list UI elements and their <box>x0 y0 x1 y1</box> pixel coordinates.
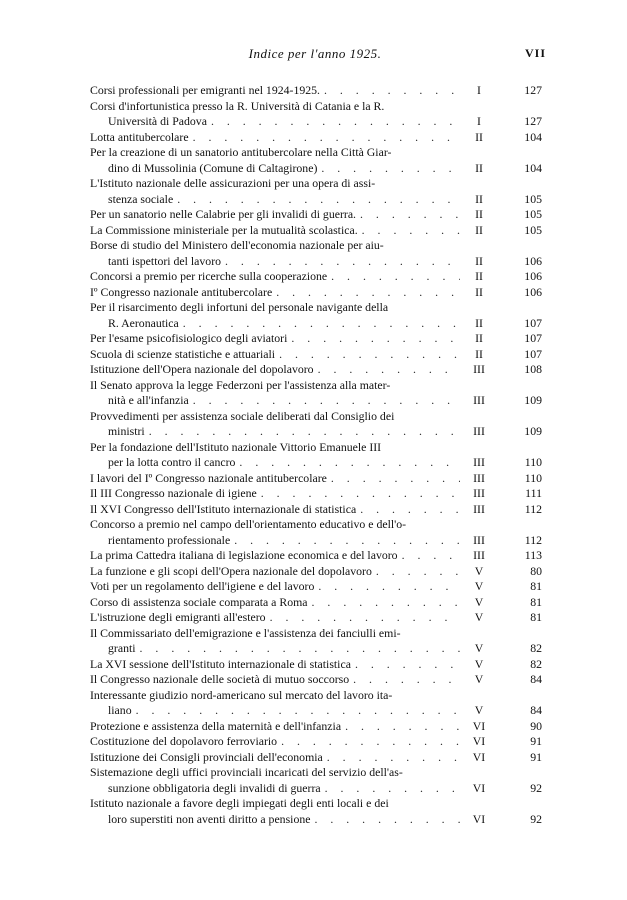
entry-line <box>90 316 460 332</box>
toc-entry <box>90 796 542 827</box>
entry-line <box>90 719 460 735</box>
entry-page: 107 <box>524 346 542 361</box>
entry-volume: V <box>474 594 484 609</box>
entry-line <box>90 533 460 549</box>
entry-page: 81 <box>530 610 542 624</box>
entry-page: 84 <box>530 703 542 717</box>
entry-page: 105 <box>524 222 542 237</box>
dot-leader <box>349 672 460 688</box>
toc-entry <box>90 687 542 719</box>
entry-line-text: Concorsi a premio per ricerche sulla cooperazione <box>90 269 328 283</box>
entry-volume: II <box>475 207 483 221</box>
entry-volume: V <box>474 610 484 624</box>
toc-entry <box>90 749 542 766</box>
entry-page: 81 <box>530 594 542 609</box>
entry-volume: II <box>475 346 483 361</box>
entry-line <box>90 83 460 99</box>
entry-line <box>90 254 460 270</box>
dot-leader <box>266 610 460 626</box>
entry-line <box>90 486 460 502</box>
entry-line <box>90 765 460 781</box>
entry-volume: V <box>474 579 484 593</box>
entry-line-text: Voti per un regolamento dell'igiene e del lavoro <box>90 579 315 593</box>
dot-leader <box>287 331 460 347</box>
entry-line-text: Il Congresso nazionale delle società di mutuo soccorso <box>90 672 350 686</box>
entry-line-text: nità e all'infanzia <box>108 393 189 407</box>
entry-title <box>90 502 460 518</box>
toc-entry <box>90 129 542 146</box>
entry-page: 90 <box>530 718 542 733</box>
entry-volume: II <box>475 191 483 206</box>
entry-volume: II <box>475 315 483 330</box>
entry-line <box>90 207 460 223</box>
toc-entry <box>90 207 542 223</box>
entry-volume: II <box>475 269 483 283</box>
page-number: VII <box>524 46 546 60</box>
entry-page: 108 <box>524 362 542 376</box>
dot-leader <box>189 130 460 146</box>
dot-leader <box>308 595 460 611</box>
toc-entry <box>90 486 542 502</box>
entry-title <box>90 765 460 796</box>
dot-leader <box>314 362 460 378</box>
toc-entry <box>90 579 542 595</box>
entry-volume: III <box>473 532 485 547</box>
entry-page: 110 <box>524 470 542 485</box>
entry-line-text: liano <box>108 703 132 717</box>
entry-line-text: granti <box>108 641 136 655</box>
entry-line <box>90 688 460 704</box>
toc-entry <box>90 238 542 269</box>
entry-page: 80 <box>530 563 542 578</box>
entry-page: 82 <box>530 656 542 671</box>
entry-line <box>90 502 460 518</box>
entry-line-text: R. Aeronautica <box>108 315 179 330</box>
entry-title <box>90 300 460 331</box>
entry-volume: II <box>475 284 483 299</box>
entry-title <box>90 657 460 673</box>
toc-entry <box>90 470 542 487</box>
entry-line-text: per la lotta contro il cancro <box>108 455 236 469</box>
entry-line-text: L'Istituto nazionale delle assicurazioni per una opera di assi- <box>90 176 376 190</box>
entry-line-text: Per la creazione di un sanatorio antitubercolare nella Città Giar- <box>90 145 392 159</box>
entry-line <box>90 703 460 719</box>
entry-line <box>90 393 460 409</box>
entry-line-text: Il Commissariato dell'emigrazione e l'assistenza dei fanciulli emi- <box>90 625 401 640</box>
entry-line <box>90 378 460 394</box>
toc-entry <box>90 300 542 331</box>
entry-line <box>90 734 460 750</box>
entry-line <box>90 161 460 177</box>
entry-line-text: ministri <box>108 424 145 438</box>
entry-volume: III <box>473 424 485 438</box>
entry-line-text: Concorso a premio nel campo dell'orientamento educativo e dell'o- <box>90 517 407 531</box>
dot-leader <box>356 502 460 518</box>
entry-line-text: Per un sanatorio nelle Calabrie per gli invalidi di guerra. <box>90 207 357 221</box>
toc-entry <box>90 501 542 518</box>
toc-entry <box>90 331 542 347</box>
entry-line-text: Borse di studio del Ministero dell'economia nazionale per aiu- <box>90 238 384 252</box>
dot-leader <box>398 548 460 564</box>
dot-leader <box>189 393 460 409</box>
entry-volume: V <box>474 672 484 686</box>
entry-line-text: dino di Mussolinia (Comune di Caltagirone) <box>108 160 318 175</box>
running-title: Indice per l'anno 1925. <box>248 46 382 61</box>
entry-page: 82 <box>530 641 542 655</box>
entry-line-text: L'istruzione degli emigranti all'estero <box>90 610 266 624</box>
entry-volume: VI <box>472 734 486 748</box>
entry-volume: II <box>475 160 483 175</box>
entry-page: 127 <box>524 83 542 97</box>
toc-entry <box>90 563 542 580</box>
entry-volume: I <box>477 114 481 128</box>
toc-entry <box>90 222 542 239</box>
entry-line <box>90 192 460 208</box>
toc-entry <box>90 269 542 285</box>
entry-line <box>90 595 460 611</box>
entry-volume: II <box>475 222 483 237</box>
entry-title <box>90 750 460 766</box>
dot-leader <box>179 316 460 332</box>
entry-line-text: Università di Padova <box>108 114 207 128</box>
dot-leader <box>257 486 460 502</box>
entry-line <box>90 130 460 146</box>
entry-volume: III <box>473 362 485 376</box>
dot-leader <box>321 781 460 797</box>
entry-line-text: tanti ispettori del lavoro <box>108 253 222 268</box>
entry-line <box>90 424 460 440</box>
entry-page: 109 <box>524 424 542 438</box>
toc-entry <box>90 98 542 130</box>
entry-line <box>90 548 460 564</box>
entry-line <box>90 285 460 301</box>
toc-entry <box>90 734 542 750</box>
entry-line-text: Provvedimenti per assistenza sociale deliberati dal Consiglio dei <box>90 408 395 423</box>
toc-entry <box>90 284 542 301</box>
entry-page: 112 <box>524 532 542 547</box>
entry-page: 107 <box>524 315 542 330</box>
entry-line <box>90 362 460 378</box>
dot-leader <box>356 207 460 223</box>
toc-entry <box>90 439 542 471</box>
toc-entry <box>90 610 542 626</box>
entry-title <box>90 362 460 378</box>
entry-line-text: La XVI sessione dell'Istituto internazionale di statistica <box>90 656 351 671</box>
entry-title <box>90 176 460 207</box>
dot-leader <box>272 285 460 301</box>
entry-volume: II <box>475 129 483 144</box>
entry-title <box>90 626 460 657</box>
entry-line <box>90 626 460 642</box>
toc-entry <box>90 145 542 176</box>
entry-title <box>90 347 460 363</box>
toc-entry <box>90 346 542 363</box>
entry-line-text: Costituzione del dopolavoro ferroviario <box>90 734 278 748</box>
entry-line <box>90 610 460 626</box>
entry-volume: V <box>474 563 484 578</box>
entry-line <box>90 145 460 161</box>
dot-leader <box>310 812 460 828</box>
entry-line-text: Corso di assistenza sociale comparata a Roma <box>90 594 308 609</box>
entry-volume: VI <box>472 749 486 764</box>
entry-line-text: La funzione e gli scopi dell'Opera nazionale del dopolavoro <box>90 563 372 578</box>
entry-line <box>90 440 460 456</box>
entry-line-text: Il Senato approva la legge Federzoni per l'assistenza alla mater- <box>90 377 391 392</box>
dot-leader <box>145 424 460 440</box>
toc-entry <box>90 625 542 657</box>
entry-title <box>90 734 460 750</box>
entry-volume: V <box>474 656 484 671</box>
entry-title <box>90 409 460 440</box>
entry-page: 81 <box>530 579 542 593</box>
dot-leader <box>235 455 460 471</box>
entry-line <box>90 517 460 533</box>
entry-title <box>90 223 460 239</box>
entry-title <box>90 130 460 146</box>
entry-page: 92 <box>530 780 542 795</box>
entry-volume: VI <box>472 780 486 795</box>
entry-volume: V <box>474 641 484 655</box>
entry-line <box>90 331 460 347</box>
entry-line-text: Istituto nazionale a favore degli impiegati degli enti locali e dei <box>90 796 389 810</box>
entry-line-text: stenza sociale <box>108 191 174 206</box>
entry-volume: III <box>473 486 485 500</box>
toc-entry <box>90 656 542 673</box>
entry-volume: III <box>473 393 485 407</box>
dot-leader <box>327 269 460 285</box>
entry-title <box>90 595 460 611</box>
entry-page: 106 <box>524 269 542 283</box>
entry-line <box>90 99 460 115</box>
entry-line-text: Interessante giudizio nord-americano sul mercato del lavoro ita- <box>90 687 393 702</box>
dot-leader <box>221 254 460 270</box>
dot-leader <box>351 657 460 673</box>
entry-title <box>90 610 460 626</box>
dot-leader <box>275 347 460 363</box>
entry-title <box>90 440 460 471</box>
entry-line <box>90 796 460 812</box>
entry-title <box>90 285 460 301</box>
dot-leader <box>358 223 460 239</box>
dot-leader <box>341 719 460 735</box>
entry-page: 92 <box>530 811 542 826</box>
entry-page: 104 <box>524 129 542 144</box>
entry-title <box>90 564 460 580</box>
entry-line-text: Corsi professionali per emigranti nel 1924-1925. <box>90 83 320 97</box>
entry-volume: I <box>477 83 481 97</box>
dot-leader <box>372 564 460 580</box>
entry-line <box>90 641 460 657</box>
entry-line <box>90 300 460 316</box>
entry-page: 84 <box>530 672 542 686</box>
entry-line-text: Istituzione dei Consigli provinciali dell'economia <box>90 749 323 764</box>
dot-leader <box>327 471 460 487</box>
toc-entry <box>90 765 542 796</box>
entry-page: 105 <box>524 207 542 221</box>
entry-volume: V <box>474 703 484 717</box>
entry-line <box>90 471 460 487</box>
dot-leader <box>317 161 460 177</box>
entry-page: 110 <box>524 455 542 469</box>
dot-leader <box>136 641 460 657</box>
entry-line <box>90 347 460 363</box>
entry-line <box>90 672 460 688</box>
entry-line <box>90 812 460 828</box>
dot-leader <box>320 83 460 99</box>
entry-volume: III <box>473 470 485 485</box>
toc-entry <box>90 176 542 207</box>
entry-page: 112 <box>524 501 542 516</box>
entry-page: 111 <box>525 486 542 500</box>
entry-line-text: Lotta antitubercolare <box>90 129 189 144</box>
entry-title <box>90 331 460 347</box>
entry-line <box>90 409 460 425</box>
entry-line-text: sunzione obbligatoria degli invalidi di guerra <box>108 780 321 795</box>
entry-title <box>90 471 460 487</box>
toc-entry <box>90 83 542 99</box>
toc-entry <box>90 377 542 409</box>
entry-line <box>90 750 460 766</box>
toc-entry <box>90 548 542 564</box>
toc-entry <box>90 408 542 440</box>
entry-line-text: Protezione e assistenza della maternità e dell'infanzia <box>90 718 342 733</box>
dot-leader <box>323 750 460 766</box>
entry-page: 109 <box>524 393 542 407</box>
entry-title <box>90 796 460 827</box>
entry-volume: III <box>473 455 485 469</box>
dot-leader <box>132 703 460 719</box>
entry-line <box>90 269 460 285</box>
entry-page: 127 <box>524 114 542 128</box>
entry-line-text: Per il risarcimento degli infortuni del personale navigante della <box>90 300 389 314</box>
entry-title <box>90 207 460 223</box>
entry-line <box>90 657 460 673</box>
entry-page: 104 <box>524 160 542 175</box>
entry-page: 91 <box>530 734 542 748</box>
entry-line-text: Il III Congresso nazionale di igiene <box>90 486 257 500</box>
toc-entry <box>90 672 542 688</box>
entry-page: 91 <box>530 749 542 764</box>
entry-page: 113 <box>524 548 542 562</box>
entry-title <box>90 238 460 269</box>
entry-page: 106 <box>524 284 542 299</box>
entry-volume: III <box>473 548 485 562</box>
entry-line-text: Istituzione dell'Opera nazionale del dopolavoro <box>90 362 314 376</box>
entry-title <box>90 378 460 409</box>
entry-line-text: Iº Congresso nazionale antitubercolare <box>90 284 273 299</box>
entry-line-text: Corsi d'infortunistica presso la R. Università di Catania e la R. <box>90 98 385 113</box>
toc-entry <box>90 362 542 378</box>
entry-line-text: Scuola di scienze statistiche e attuariali <box>90 346 276 361</box>
toc-entry <box>90 718 542 735</box>
entry-line-text: rientamento professionale <box>108 532 231 547</box>
entry-line <box>90 781 460 797</box>
entry-page: 105 <box>524 191 542 206</box>
entry-line <box>90 564 460 580</box>
toc-entry <box>90 517 542 548</box>
dot-leader <box>314 579 460 595</box>
entry-volume: II <box>475 253 483 268</box>
entry-line-text: loro superstiti non aventi diritto a pensione <box>108 811 311 826</box>
entry-line-text: Il XVI Congresso dell'Istituto internazionale di statistica <box>90 501 357 516</box>
entry-line <box>90 238 460 254</box>
entry-line-text: Sistemazione degli uffici provinciali incaricati del servizio dell'as- <box>90 765 403 779</box>
entry-page: 107 <box>524 331 542 345</box>
dot-leader <box>230 533 460 549</box>
dot-leader <box>277 734 460 750</box>
entry-page: 106 <box>524 253 542 268</box>
entry-title <box>90 548 460 564</box>
entry-title <box>90 269 460 285</box>
toc-entry <box>90 594 542 611</box>
entry-volume: II <box>475 331 483 345</box>
entry-line-text: Per la fondazione dell'Istituto nazionale Vittorio Emanuele III <box>90 439 382 454</box>
entry-line <box>90 176 460 192</box>
entry-title <box>90 486 460 502</box>
entry-line <box>90 223 460 239</box>
dot-leader <box>173 192 460 208</box>
entry-volume: III <box>473 501 485 516</box>
entry-title <box>90 99 460 130</box>
entry-title <box>90 517 460 548</box>
entry-volume: VI <box>472 718 486 733</box>
entry-title <box>90 83 460 99</box>
entry-title <box>90 719 460 735</box>
entry-line-text: Per l'esame psicofisiologico degli aviatori <box>90 331 288 345</box>
table-of-contents <box>90 83 542 827</box>
entry-title <box>90 145 460 176</box>
entry-volume: VI <box>472 811 486 826</box>
entry-line <box>90 114 460 130</box>
dot-leader <box>207 114 460 130</box>
entry-line-text: I lavori del Iº Congresso nazionale antitubercolare <box>90 470 327 485</box>
entry-title <box>90 579 460 595</box>
entry-line-text: La Commissione ministeriale per la mutualità scolastica. <box>90 222 358 237</box>
entry-title <box>90 672 460 688</box>
entry-line <box>90 455 460 471</box>
entry-line-text: La prima Cattedra italiana di legislazione economica e del lavoro <box>90 548 398 562</box>
entry-title <box>90 688 460 719</box>
entry-line <box>90 579 460 595</box>
